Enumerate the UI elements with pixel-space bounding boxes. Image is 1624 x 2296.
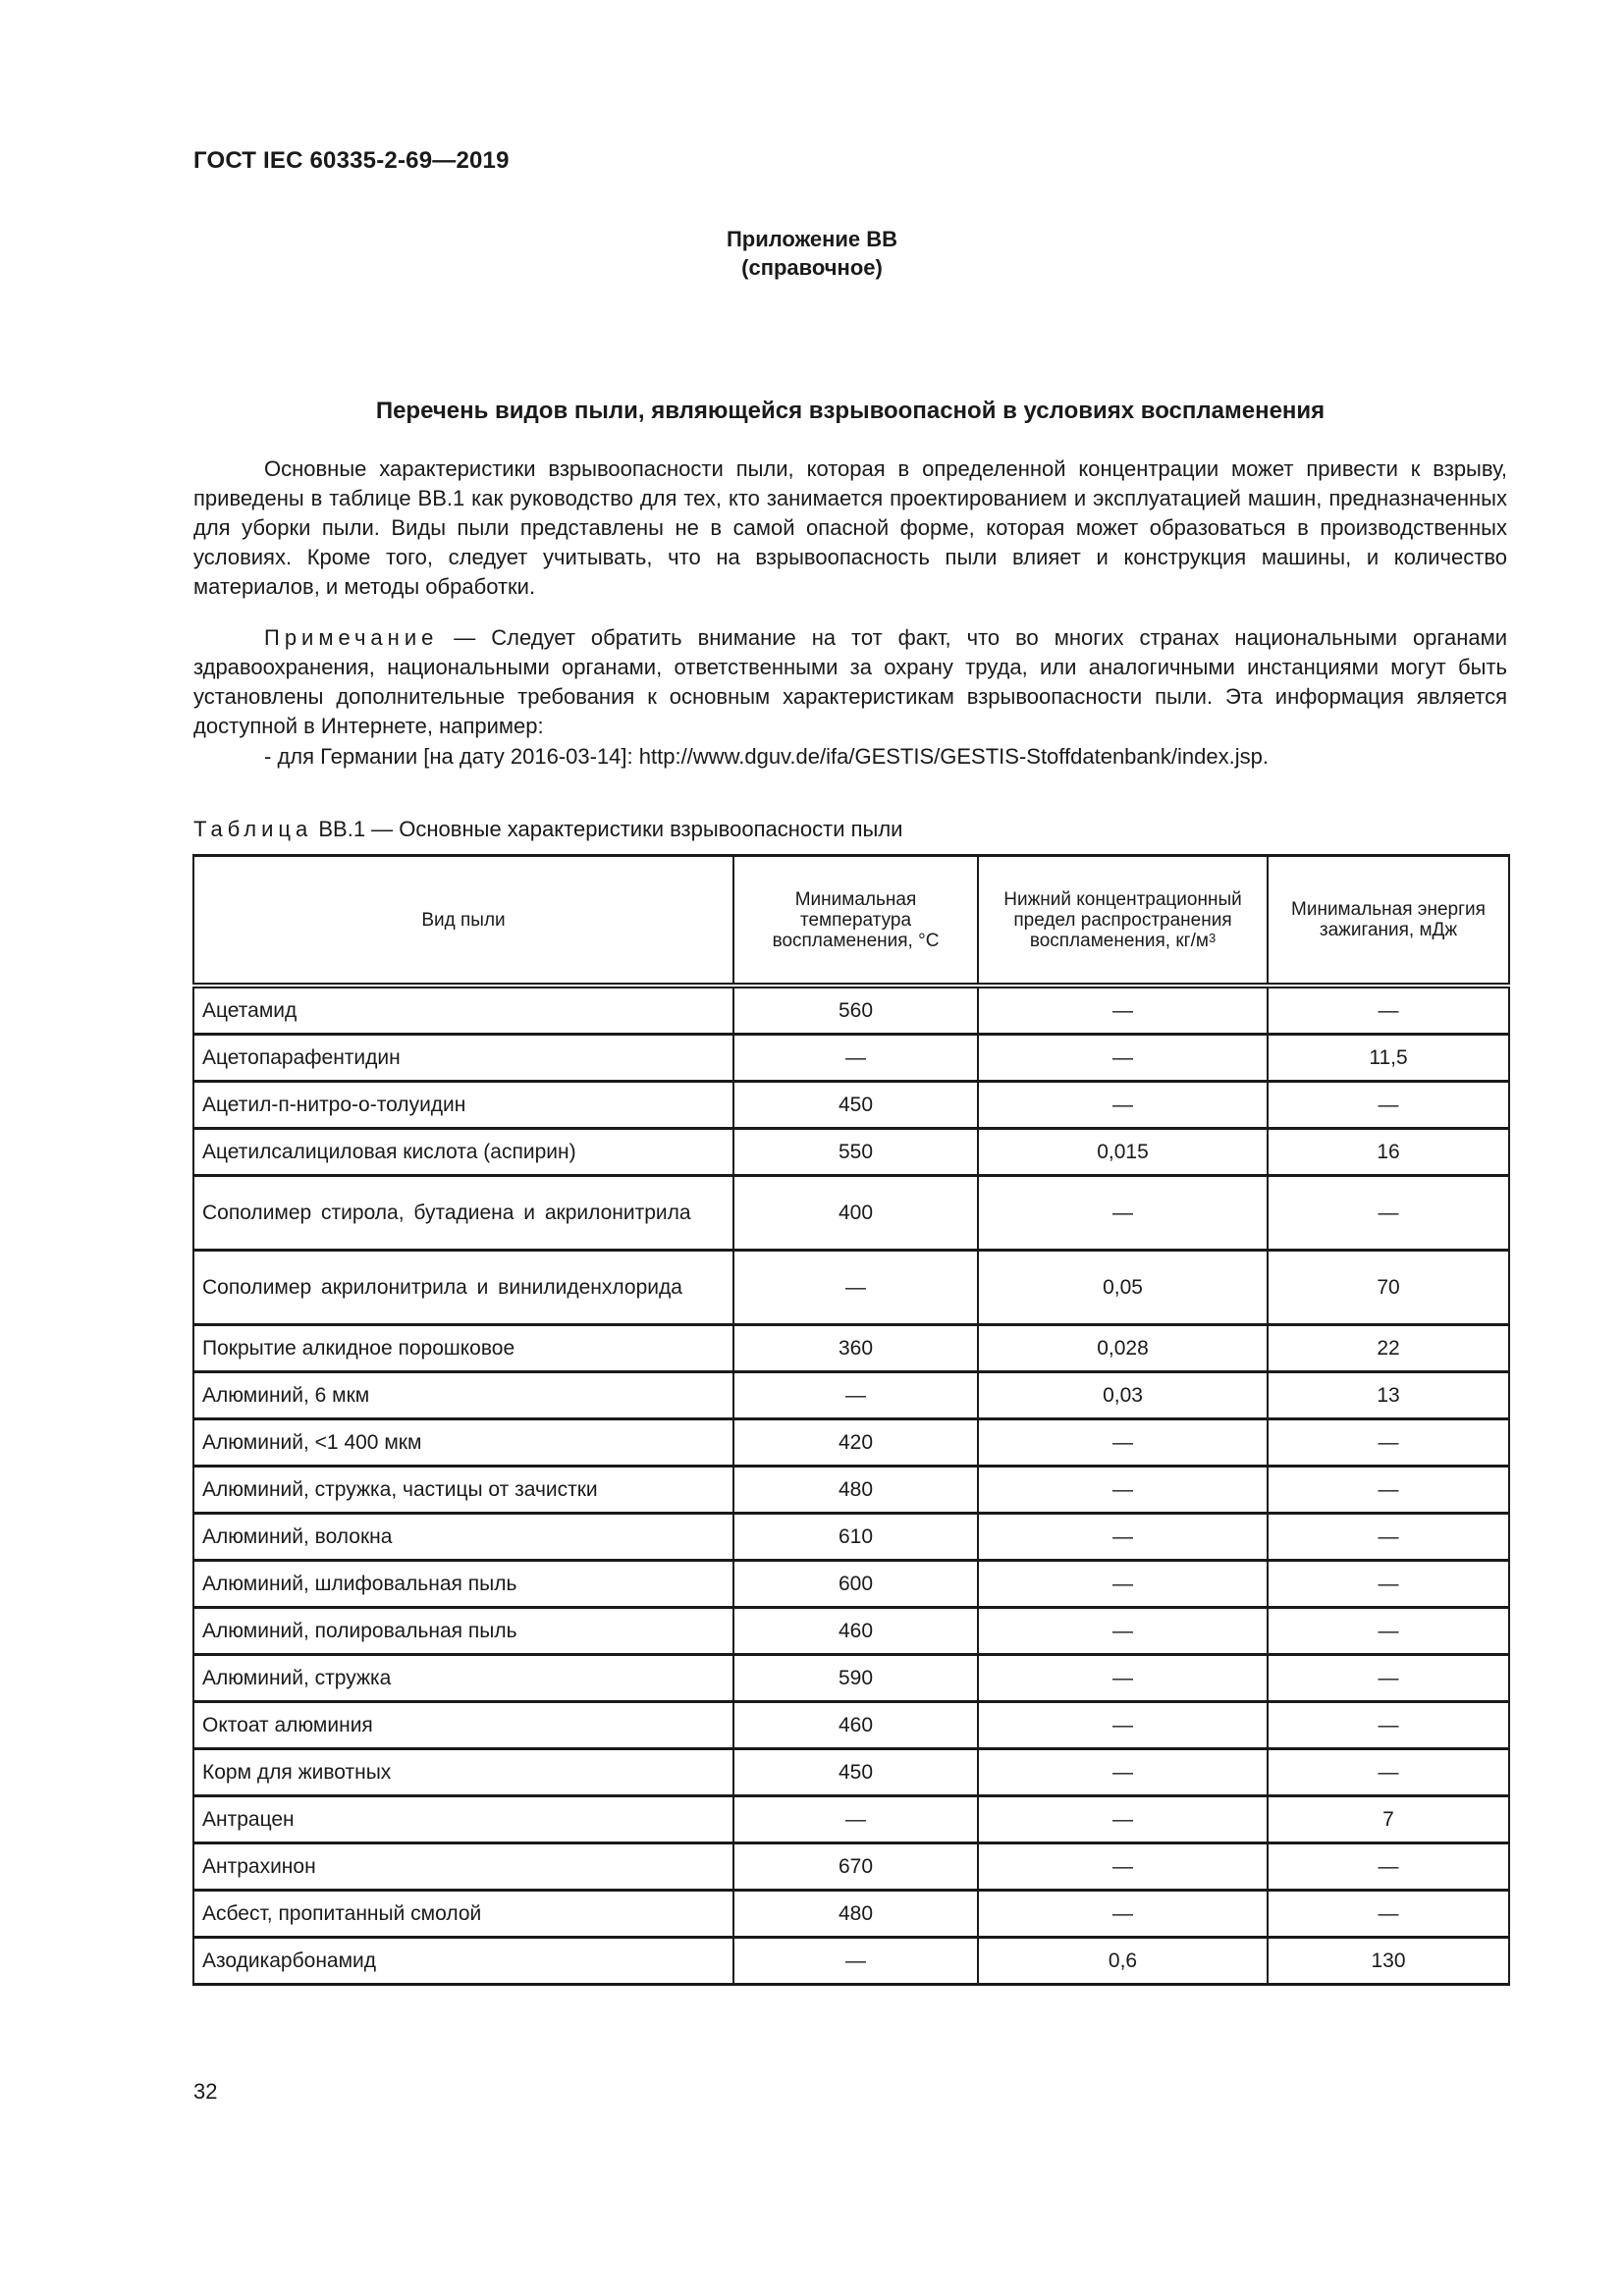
note-dash: — [438,625,492,650]
cell-lower-conc-limit: — [978,1467,1268,1514]
table-row [193,1891,1509,1938]
cell-min-energy: — [1268,1702,1509,1749]
cell-dust-type: Покрытие алкидное порошковое [193,1325,733,1372]
cell-min-temp: — [733,1372,978,1419]
cell-min-energy: 13 [1268,1372,1509,1419]
cell-lower-conc-limit: — [978,1514,1268,1561]
cell-dust-type: Алюминий, <1 400 мкм [193,1419,733,1467]
cell-dust-type: Октоат алюминия [193,1702,733,1749]
cell-lower-conc-limit: — [978,1749,1268,1796]
cell-min-energy: 11,5 [1268,1035,1509,1082]
cell-min-temp: 560 [733,986,978,1035]
page-number: 32 [193,2079,218,2104]
cell-dust-type: Ацетил-п-нитро-о-толуидин [193,1082,733,1129]
cell-min-temp: 400 [733,1176,978,1251]
appendix-subtitle: (справочное) [741,255,883,280]
note-text: Следует обратить внимание на тот факт, что во многих странах национальными органами здравоохранения, национальными органами, ответственными за охрану труда, или аналогичными инстанциями могут быть установлены дополнительные требования к основным характеристикам взрывоопасности пыли. Эта информация является доступной в Интернете, например: [193,625,1507,738]
cell-min-temp: 550 [733,1129,978,1176]
table-row [193,1419,1509,1467]
cell-min-temp: 450 [733,1749,978,1796]
cell-min-energy: — [1268,1891,1509,1938]
cell-min-temp: 460 [733,1702,978,1749]
document-code: ГОСТ IEC 60335-2-69—2019 [193,147,510,174]
cell-min-energy: 7 [1268,1796,1509,1843]
table-row [193,1467,1509,1514]
cell-lower-conc-limit: 0,028 [978,1325,1268,1372]
cell-dust-type: Алюминий, стружка, частицы от зачистки [193,1467,733,1514]
table-row [193,1325,1509,1372]
cell-min-temp: 610 [733,1514,978,1561]
cell-min-energy: — [1268,1176,1509,1251]
cell-min-energy: 130 [1268,1938,1509,1985]
cell-dust-type: Сополимер акрилонитрила и винилиденхлорида [193,1251,733,1325]
table-row [193,1514,1509,1561]
cell-min-temp: 590 [733,1655,978,1702]
header-min-energy: Минимальная энергия зажигания, мДж [1268,856,1509,987]
cell-dust-type: Ацетилсалициловая кислота (аспирин) [193,1129,733,1176]
cell-dust-type: Алюминий, шлифовальная пыль [193,1561,733,1608]
appendix-title: Приложение ВВ [726,227,898,251]
dust-explosion-table [192,854,1510,1986]
table-row [193,1251,1509,1325]
table-row [193,1176,1509,1251]
cell-min-energy: 70 [1268,1251,1509,1325]
cell-min-temp: — [733,1251,978,1325]
table-row [193,1129,1509,1176]
intro-text: Основные характеристики взрывоопасности пыли, которая в определенной концентрации может привести к взрыву, приведены в таблице ВВ.1 как руководство для тех, кто занимается проектированием и эксплуатацией машин, предназначенных для уборки пыли. Виды пыли представлены не в самой опасной форме, которая может образоваться в производственных условиях. Кроме того, следует учитывать, что на взрывоопасность пыли влияет и конструкция машины, и количество материалов, и методы обработки. [193,456,1507,599]
cell-min-temp: 420 [733,1419,978,1467]
cell-min-energy: 22 [1268,1325,1509,1372]
header-dust-type: Вид пыли [193,856,733,987]
cell-min-temp: 480 [733,1467,978,1514]
note-label: Примечание [264,625,439,650]
table-row [193,1035,1509,1082]
cell-lower-conc-limit: 0,6 [978,1938,1268,1985]
table-header-row [193,856,1509,987]
cell-dust-type: Алюминий, волокна [193,1514,733,1561]
cell-lower-conc-limit: — [978,1843,1268,1891]
cell-lower-conc-limit: — [978,1035,1268,1082]
cell-lower-conc-limit: — [978,1796,1268,1843]
cell-min-energy: — [1268,986,1509,1035]
cell-min-temp: 450 [733,1082,978,1129]
table-row [193,1372,1509,1419]
cell-lower-conc-limit: — [978,1419,1268,1467]
note-paragraph [193,623,1507,741]
cell-min-temp: — [733,1938,978,1985]
note-link-line: - для Германии [на дату 2016-03-14]: http://www.dguv.de/ifa/GESTIS/GESTIS-Stoffdatenbank/index.jsp. [264,744,1269,769]
cell-lower-conc-limit: — [978,1561,1268,1608]
cell-lower-conc-limit: — [978,1702,1268,1749]
cell-min-energy: — [1268,1749,1509,1796]
cell-dust-type: Ацетопарафентидин [193,1035,733,1082]
cell-min-energy: — [1268,1514,1509,1561]
cell-dust-type: Антрахинон [193,1843,733,1891]
appendix-heading [0,225,1624,282]
cell-min-energy: — [1268,1561,1509,1608]
cell-min-energy: — [1268,1419,1509,1467]
cell-min-temp: 480 [733,1891,978,1938]
cell-min-temp: 460 [733,1608,978,1655]
table-row [193,1749,1509,1796]
caption-label: Таблица [193,817,313,841]
header-lower-conc-limit: Нижний концентрационный предел распространения воспламенения, $кг/м^3$ [978,856,1268,987]
cell-lower-conc-limit: — [978,1082,1268,1129]
cell-min-energy: — [1268,1082,1509,1129]
cell-lower-conc-limit: 0,03 [978,1372,1268,1419]
table-row [193,1843,1509,1891]
table-row [193,1561,1509,1608]
table-row [193,1082,1509,1129]
cell-min-energy: — [1268,1467,1509,1514]
cell-dust-type: Антрацен [193,1796,733,1843]
cell-min-energy: — [1268,1655,1509,1702]
section-title: Перечень видов пыли, являющейся взрывоопасной в условиях воспламенения [375,398,1326,424]
cell-min-temp: 670 [733,1843,978,1891]
cell-lower-conc-limit: — [978,1176,1268,1251]
cell-dust-type: Корм для животных [193,1749,733,1796]
cell-min-temp: 360 [733,1325,978,1372]
header-min-temp: Минимальная температура воспламенения, °С [733,856,978,987]
table-row [193,1702,1509,1749]
table-row [193,1796,1509,1843]
table-row [193,1655,1509,1702]
cell-min-energy: — [1268,1608,1509,1655]
cell-dust-type: Алюминий, полировальная пыль [193,1608,733,1655]
cell-dust-type: Сополимер стирола, бутадиена и акрилонитрила [193,1176,733,1251]
cell-lower-conc-limit: 0,05 [978,1251,1268,1325]
table-row [193,1608,1509,1655]
cell-min-temp: — [733,1796,978,1843]
cell-lower-conc-limit: — [978,986,1268,1035]
cell-dust-type: Ацетамид [193,986,733,1035]
cell-min-energy: — [1268,1843,1509,1891]
table-caption [193,817,902,842]
cell-lower-conc-limit: — [978,1655,1268,1702]
cell-lower-conc-limit: — [978,1608,1268,1655]
cell-lower-conc-limit: 0,015 [978,1129,1268,1176]
cell-min-temp: 600 [733,1561,978,1608]
caption-text: ВВ.1 — Основные характеристики взрывоопасности пыли [312,817,903,841]
cell-dust-type: Асбест, пропитанный смолой [193,1891,733,1938]
cell-lower-conc-limit: — [978,1891,1268,1938]
cell-dust-type: Алюминий, стружка [193,1655,733,1702]
table-row [193,1938,1509,1985]
cell-min-energy: 16 [1268,1129,1509,1176]
cell-dust-type: Алюминий, 6 мкм [193,1372,733,1419]
cell-min-temp: — [733,1035,978,1082]
intro-paragraph [193,454,1507,602]
cell-dust-type: Азодикарбонамид [193,1938,733,1985]
table-row [193,986,1509,1035]
